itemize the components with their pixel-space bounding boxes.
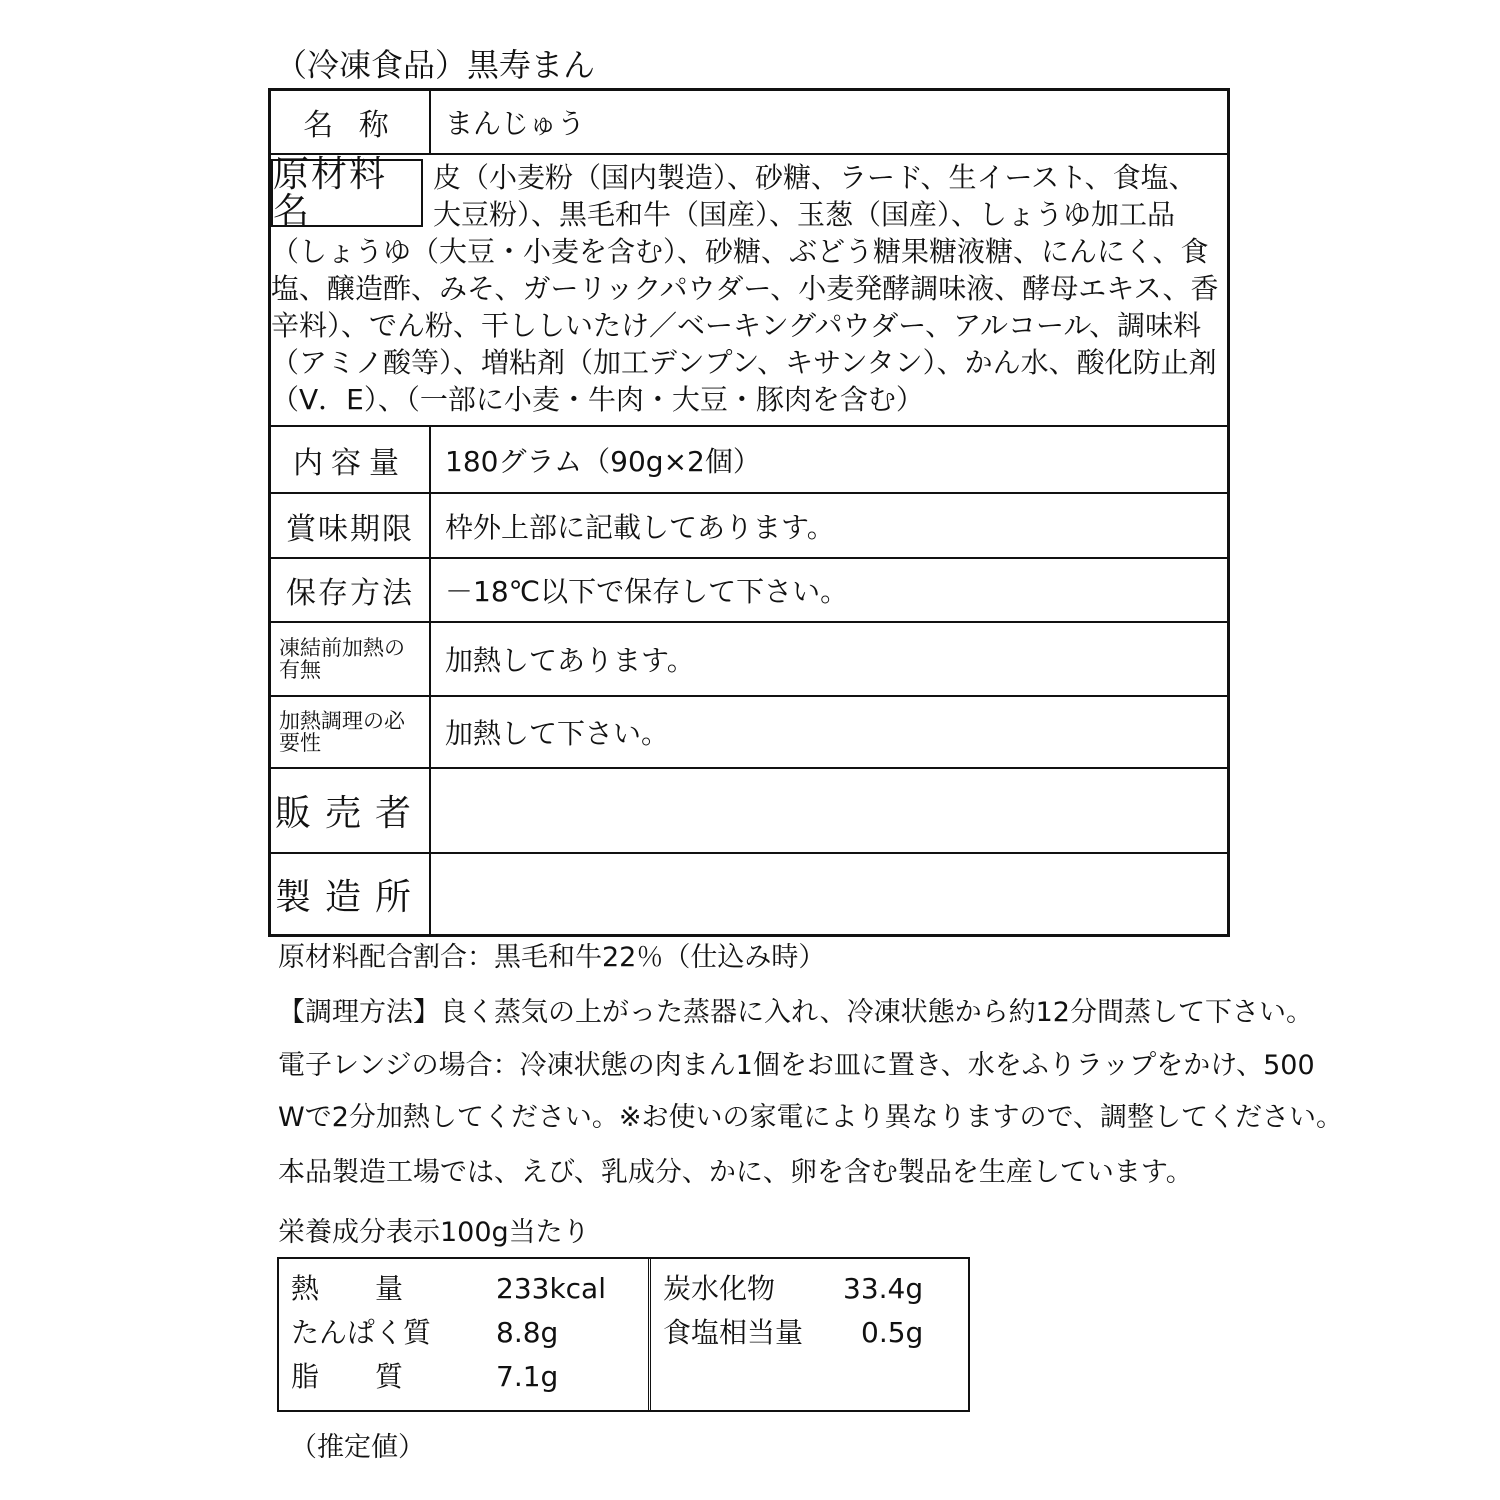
allergen-note: 本品製造工場では、えび、乳成分、かに、卵を含む製品を生産しています。 (278, 1157, 1193, 1188)
product-title: （冷凍食品）黒寿まん (275, 46, 596, 84)
row-name (271, 91, 1227, 155)
value-expiry: 枠外上部に記載してあります。 (445, 510, 835, 544)
cooking-method: 【調理方法】良く蒸気の上がった蒸器に入れ、冷凍状態から約12分間蒸して下さい。 (278, 997, 1313, 1028)
label-storage: 保存方法 (271, 559, 431, 621)
row-expiry (271, 494, 1227, 559)
value-name: まんじゅう (445, 107, 586, 140)
nutrition-value: 8.8g (496, 1316, 559, 1349)
nutrition-value: 33.4g (843, 1272, 924, 1305)
label-table (268, 88, 1230, 937)
value-factory (431, 854, 1227, 934)
label-seller: 販売者 (271, 769, 431, 852)
row-seller (271, 769, 1227, 854)
label-name: 名 称 (271, 91, 431, 153)
value-preheat: 加熱してあります。 (445, 644, 695, 677)
row-content (271, 427, 1227, 494)
nutrition-label: 食塩相当量 (663, 1316, 804, 1349)
value-cooking: 加熱して下さい。 (445, 717, 670, 750)
label-factory: 製造所 (271, 854, 431, 934)
nutrition-label: 炭水化物 (663, 1272, 776, 1305)
nutrition-row (663, 1311, 923, 1355)
nutrition-row (291, 1267, 636, 1311)
nutrition-value: 233kcal (496, 1272, 606, 1305)
label-preheat: 凍結前加熱の有無 (271, 623, 431, 695)
nutrition-title: 栄養成分表示100g当たり (278, 1217, 590, 1248)
ingredients-cell (271, 155, 1227, 425)
label-ingredients: 原材料名 (271, 159, 423, 227)
microwave-line-2: Wで2分加熱してください。※お使いの家電により異なりますので、調整してください。 (278, 1102, 1343, 1133)
value-storage: －18℃以下で保存して下さい。 (445, 575, 849, 608)
microwave-line-1: 電子レンジの場合：冷凍状態の肉まん1個をお皿に置き、水をふりラップをかけ、500 (278, 1050, 1315, 1081)
nutrition-label: たんぱく質 (291, 1316, 432, 1349)
nutrition-value: 7.1g (496, 1360, 559, 1393)
ratio-note: 原材料配合割合：黒毛和牛22％（仕込み時） (278, 942, 826, 973)
nutrition-table (277, 1257, 970, 1412)
label-content: 内容量 (271, 427, 431, 492)
value-content: 180グラム（90g×2個） (445, 444, 761, 478)
row-ingredients (271, 155, 1227, 427)
row-cooking (271, 697, 1227, 769)
value-ingredients: 皮（小麦粉（国内製造）、砂糖、ラード、生イースト、食塩、大豆粉）、黒毛和牛（国産）、玉葱（国産）、しょうゆ加工品（しょうゆ（大豆・小麦を含む）、砂糖、ぶどう糖果糖液糖、にんにく、食塩、醸造酢、みそ、ガーリックパウダー、小麦発酵調味液、酵母エキス、香辛料）、でん粉、干ししいたけ／ベーキングパウダー、アルコール、調味料（アミノ酸等）、増粘剤（加工デンプン、キサンタン）、かん水、酸化防止剤（V．E）、（一部に小麦・牛肉・大豆・豚肉を含む） (271, 161, 1219, 416)
row-preheat (271, 623, 1227, 697)
label-expiry: 賞味期限 (271, 494, 431, 557)
nutrition-row (291, 1311, 636, 1355)
nutrition-label: 脂 質 (291, 1360, 404, 1393)
value-seller (431, 769, 1227, 852)
nutrition-value: 0.5g (861, 1316, 924, 1349)
estimate-note: （推定値） (290, 1432, 425, 1463)
row-storage (271, 559, 1227, 623)
nutrition-row (291, 1355, 636, 1399)
nutrition-row (663, 1267, 923, 1311)
nutrition-label: 熱 量 (291, 1272, 404, 1305)
row-factory (271, 854, 1227, 934)
label-cooking: 加熱調理の必要性 (271, 697, 431, 767)
